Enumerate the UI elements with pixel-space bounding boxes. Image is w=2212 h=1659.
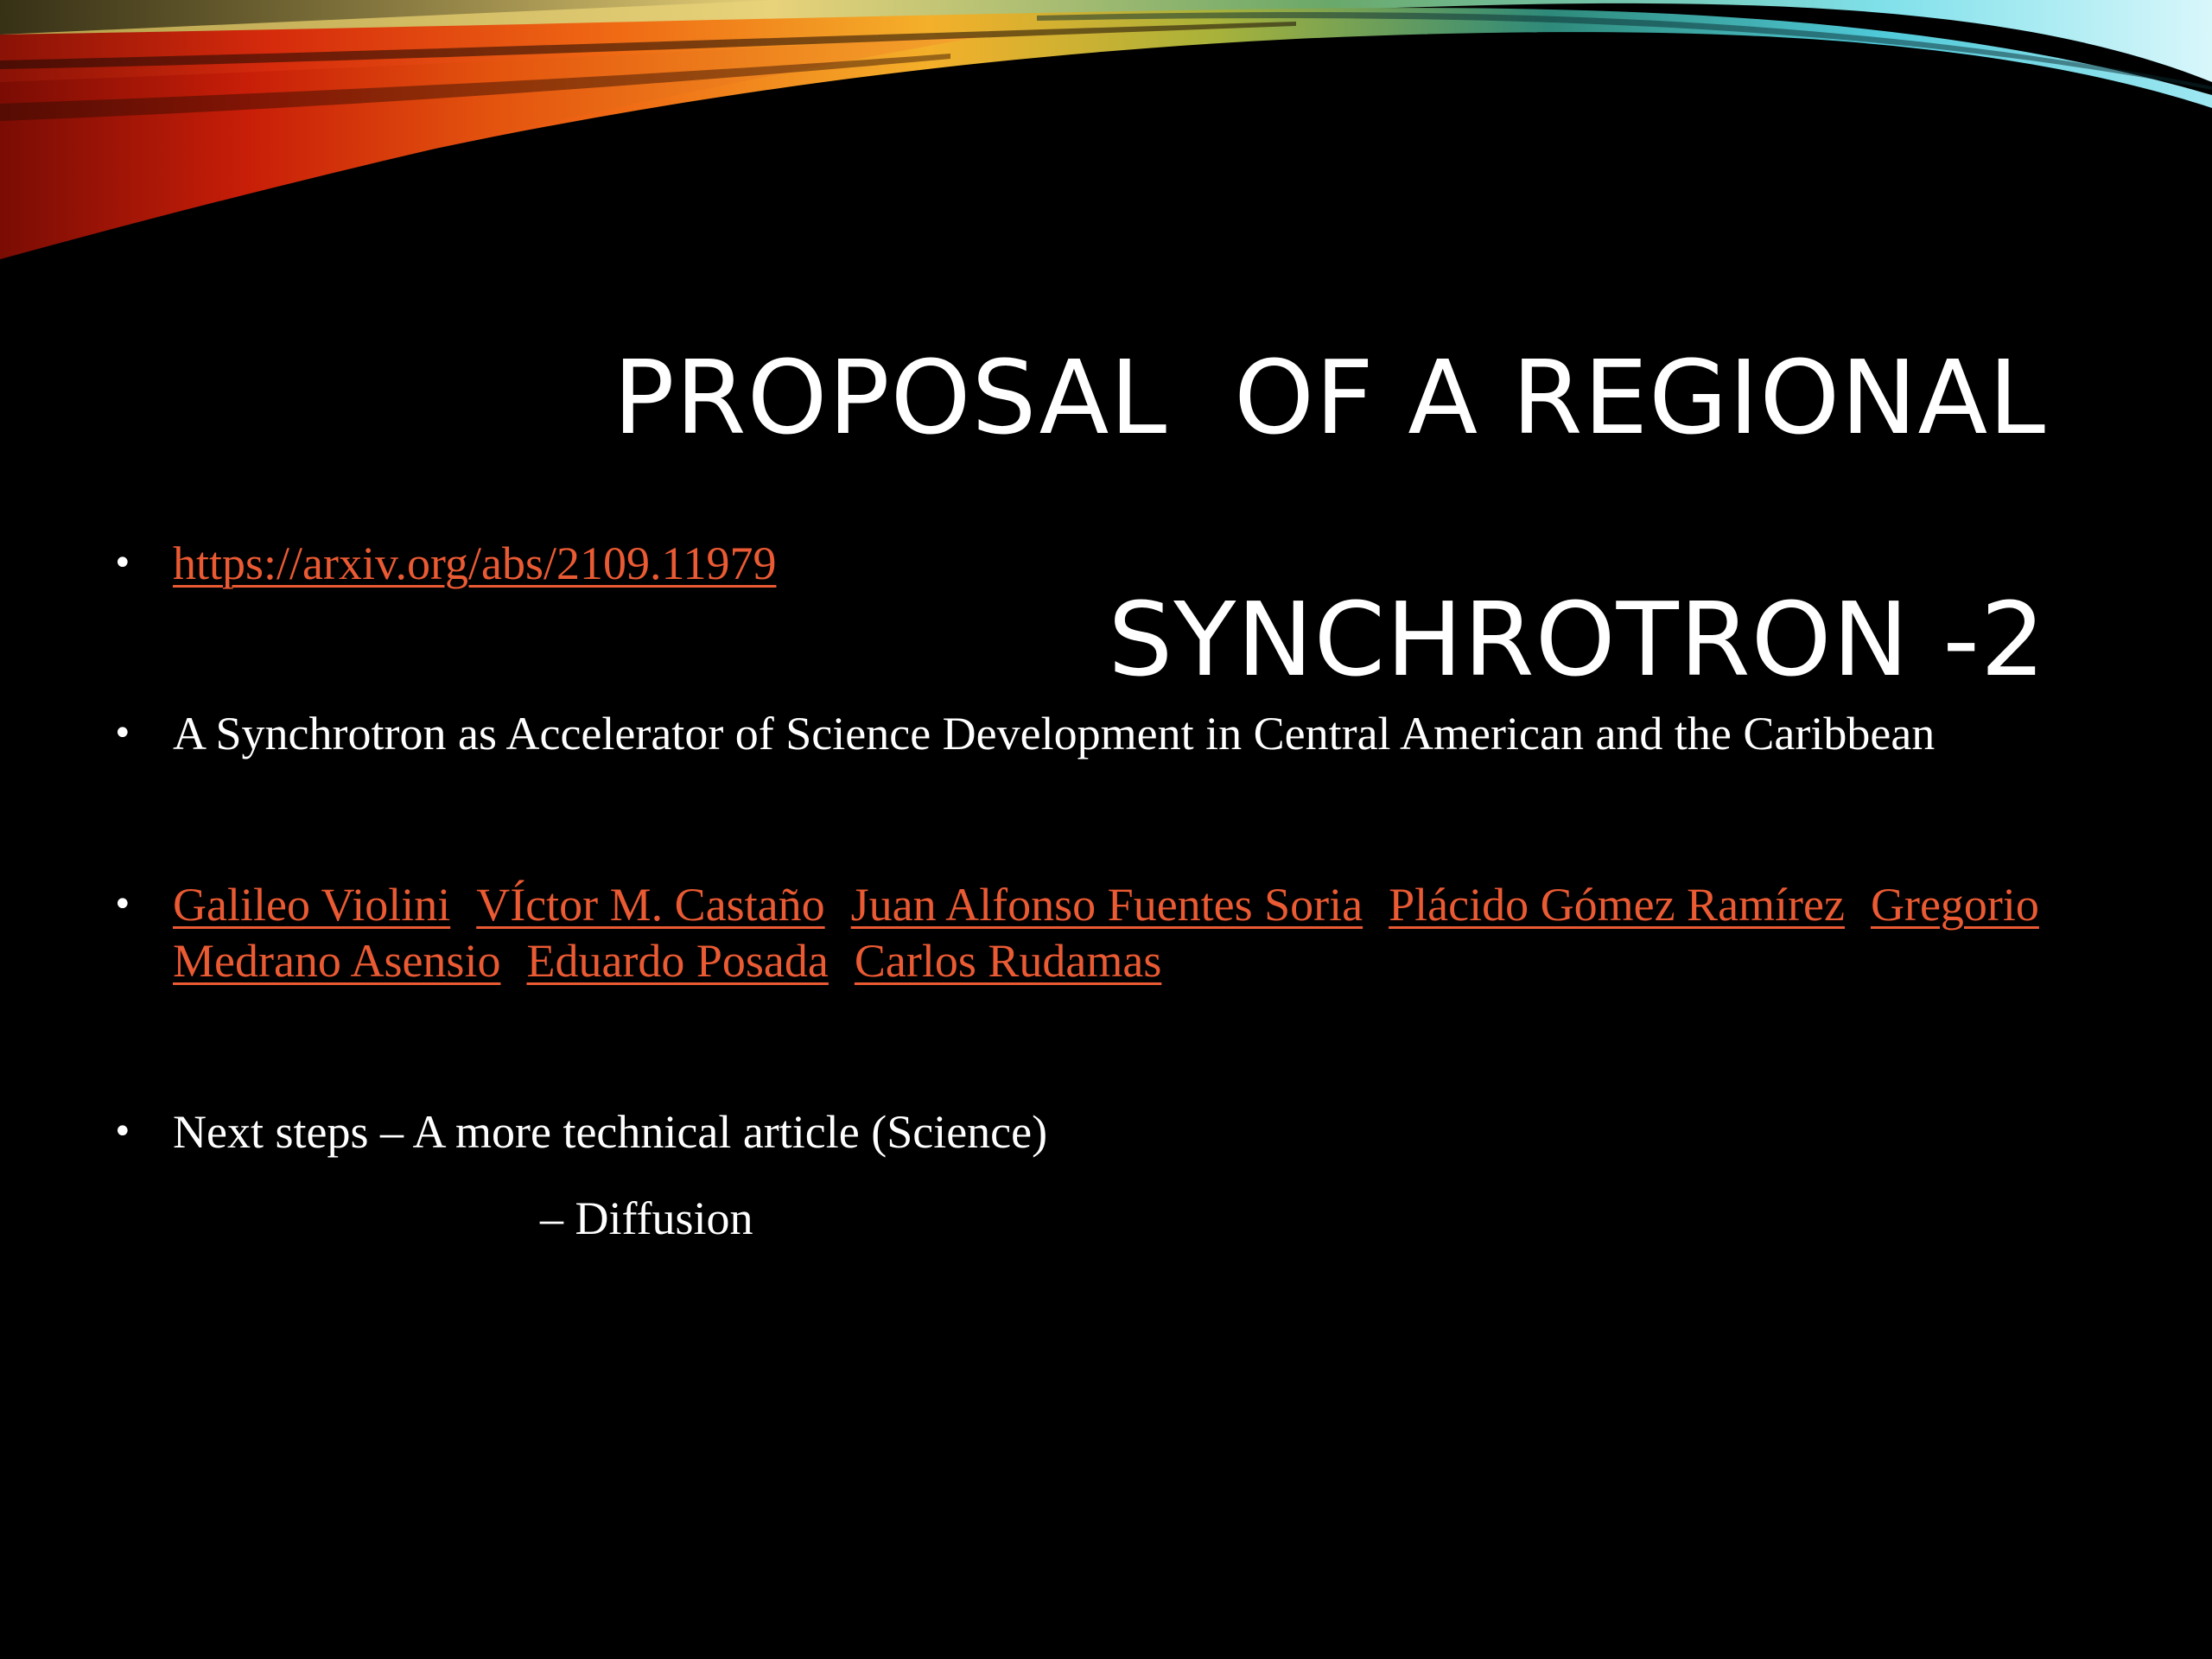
list-item-authors: [112, 877, 2056, 989]
bullet-glyph: •: [112, 885, 133, 925]
author-link[interactable]: Carlos Rudamas: [854, 935, 1162, 987]
bullet-glyph: •: [112, 714, 133, 753]
bullet-list: [112, 536, 2056, 1247]
title-line-2: SYNCHROTRON -2: [1108, 580, 2046, 699]
bullet-glyph: •: [112, 1112, 133, 1152]
list-item: [112, 706, 2056, 762]
title-line-1: PROPOSAL OF A REGIONAL: [613, 338, 2046, 457]
author-link[interactable]: VÍctor M. Castaño: [476, 879, 825, 931]
paper-title-text: A Synchrotron as Accelerator of Science Development in Central American and the Caribbean: [173, 708, 1936, 760]
author-link[interactable]: Juan Alfonso Fuentes Soria: [850, 879, 1363, 931]
list-item: [112, 536, 2056, 592]
bullet-glyph: •: [112, 543, 133, 583]
arxiv-link[interactable]: https://arxiv.org/abs/2109.11979: [173, 537, 777, 589]
next-steps-text: Next steps – A more technical article (Science): [173, 1106, 1048, 1158]
next-steps-subtext: – Diffusion: [540, 1192, 753, 1244]
author-link[interactable]: Galileo Violini: [173, 879, 451, 931]
author-link[interactable]: Gregorio Medrano Asensio: [173, 879, 2039, 987]
author-link[interactable]: Plácido Gómez Ramírez: [1389, 879, 1845, 931]
author-link[interactable]: Eduardo Posada: [526, 935, 829, 987]
list-item: [112, 1104, 2056, 1247]
